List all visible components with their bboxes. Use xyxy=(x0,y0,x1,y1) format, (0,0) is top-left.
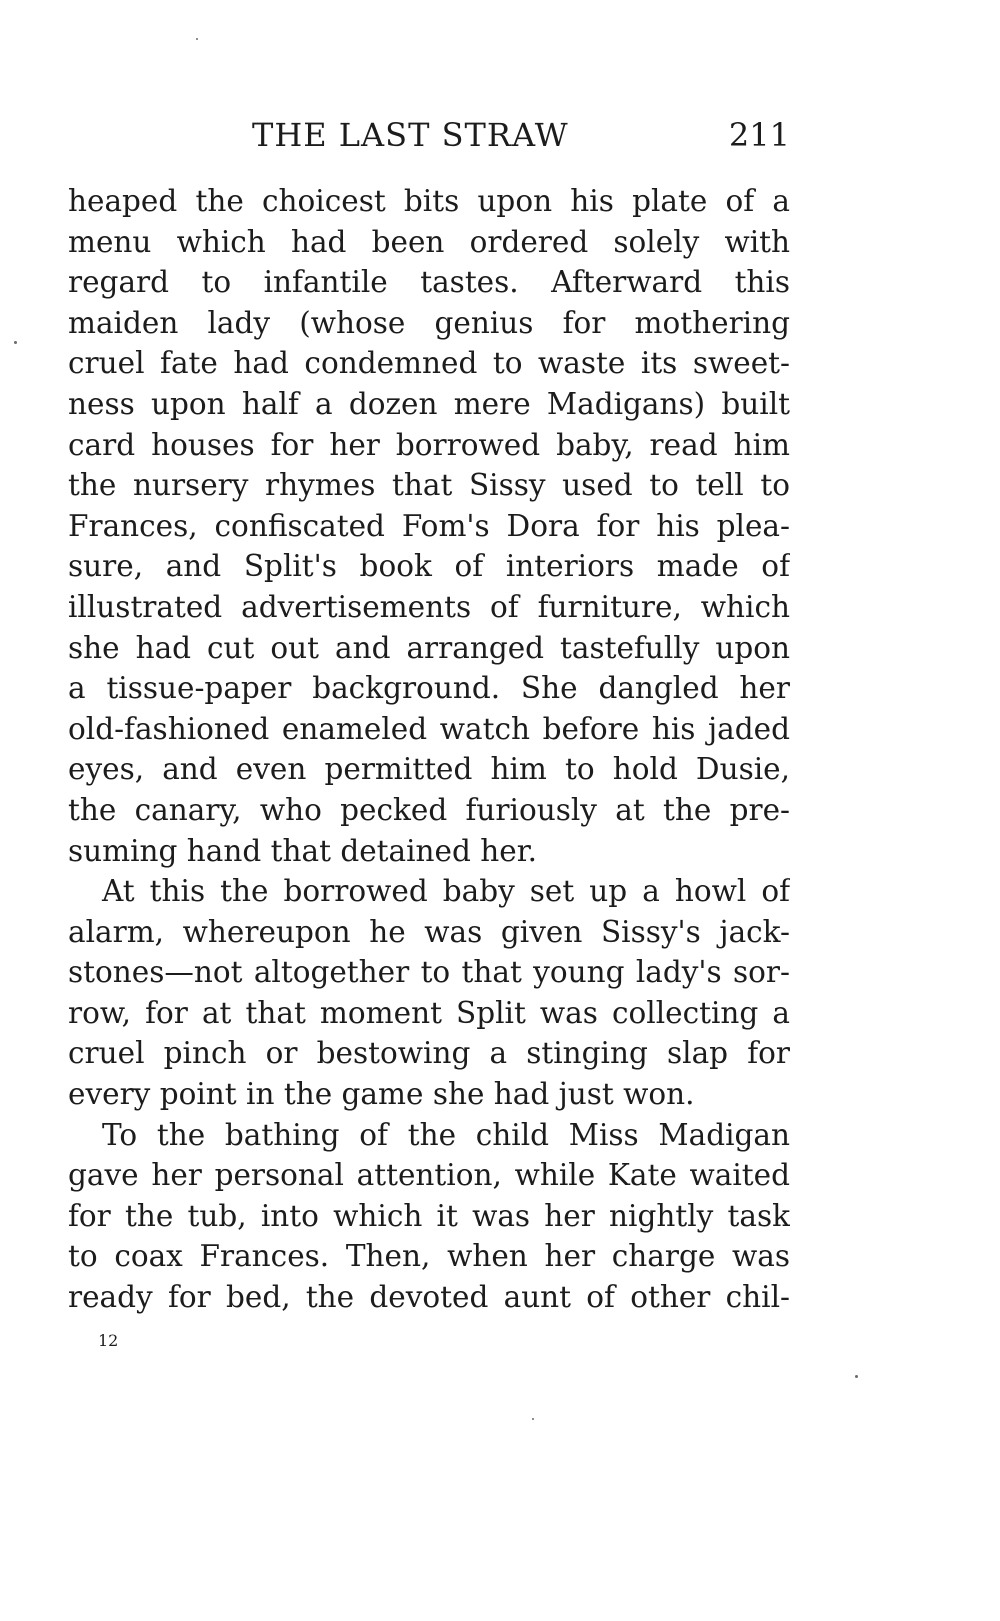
text-line: eyes, and even permitted him to hold Dusie, xyxy=(68,752,790,787)
text-line: card houses for her borrowed baby, read him xyxy=(68,427,790,462)
signature-mark: 12 xyxy=(98,1331,119,1350)
scan-speck xyxy=(14,341,17,344)
text-line: To the bathing of the child Miss Madigan xyxy=(102,1117,790,1152)
page-number: 211 xyxy=(728,116,790,154)
text-line: ness upon half a dozen mere Madigans) built xyxy=(68,386,790,421)
body-text xyxy=(68,181,790,1318)
text-line: menu which had been ordered solely with xyxy=(68,224,790,259)
text-line: ready for bed, the devoted aunt of other chil- xyxy=(68,1280,790,1315)
scan-speck xyxy=(532,1418,534,1420)
text-line: cruel pinch or bestowing a stinging slap for xyxy=(68,1036,790,1071)
text-line: At this the borrowed baby set up a howl of xyxy=(102,874,790,909)
text-line: a tissue-paper background. She dangled her xyxy=(68,671,790,706)
text-line: Frances, confiscated Fom's Dora for his plea- xyxy=(68,508,790,543)
text-line: the canary, who pecked furiously at the pre- xyxy=(68,792,790,827)
text-line: alarm, whereupon he was given Sissy's jack- xyxy=(68,914,790,949)
scan-speck xyxy=(855,1375,858,1378)
text-line: illustrated advertisements of furniture, which xyxy=(68,589,790,624)
running-head xyxy=(68,113,790,157)
text-line: old-fashioned enameled watch before his jaded xyxy=(68,711,790,746)
text-line: heaped the choicest bits upon his plate of a xyxy=(68,184,790,218)
text-line: maiden lady (whose genius for mothering xyxy=(68,305,790,340)
text-line: she had cut out and arranged tastefully upon xyxy=(68,630,790,665)
text-line: for the tub, into which it was her nightly task xyxy=(68,1198,790,1233)
text-line: every point in the game she had just won. xyxy=(68,1077,695,1112)
text-line: the nursery rhymes that Sissy used to tell to xyxy=(68,468,790,503)
text-line: row, for at that moment Split was collecting a xyxy=(68,995,790,1030)
text-line: stones—not altogether to that young lady's sor- xyxy=(68,955,790,990)
text-line: gave her personal attention, while Kate waited xyxy=(68,1158,790,1193)
text-line: suming hand that detained her. xyxy=(68,833,537,868)
text-line: sure, and Split's book of interiors made of xyxy=(68,549,790,584)
scan-speck xyxy=(196,38,198,40)
text-line: to coax Frances. Then, when her charge was xyxy=(68,1239,790,1274)
text-line: cruel fate had condemned to waste its sweet- xyxy=(68,346,790,381)
text-line: regard to infantile tastes. Afterward this xyxy=(68,265,790,300)
running-title: THE LAST STRAW xyxy=(252,116,569,154)
